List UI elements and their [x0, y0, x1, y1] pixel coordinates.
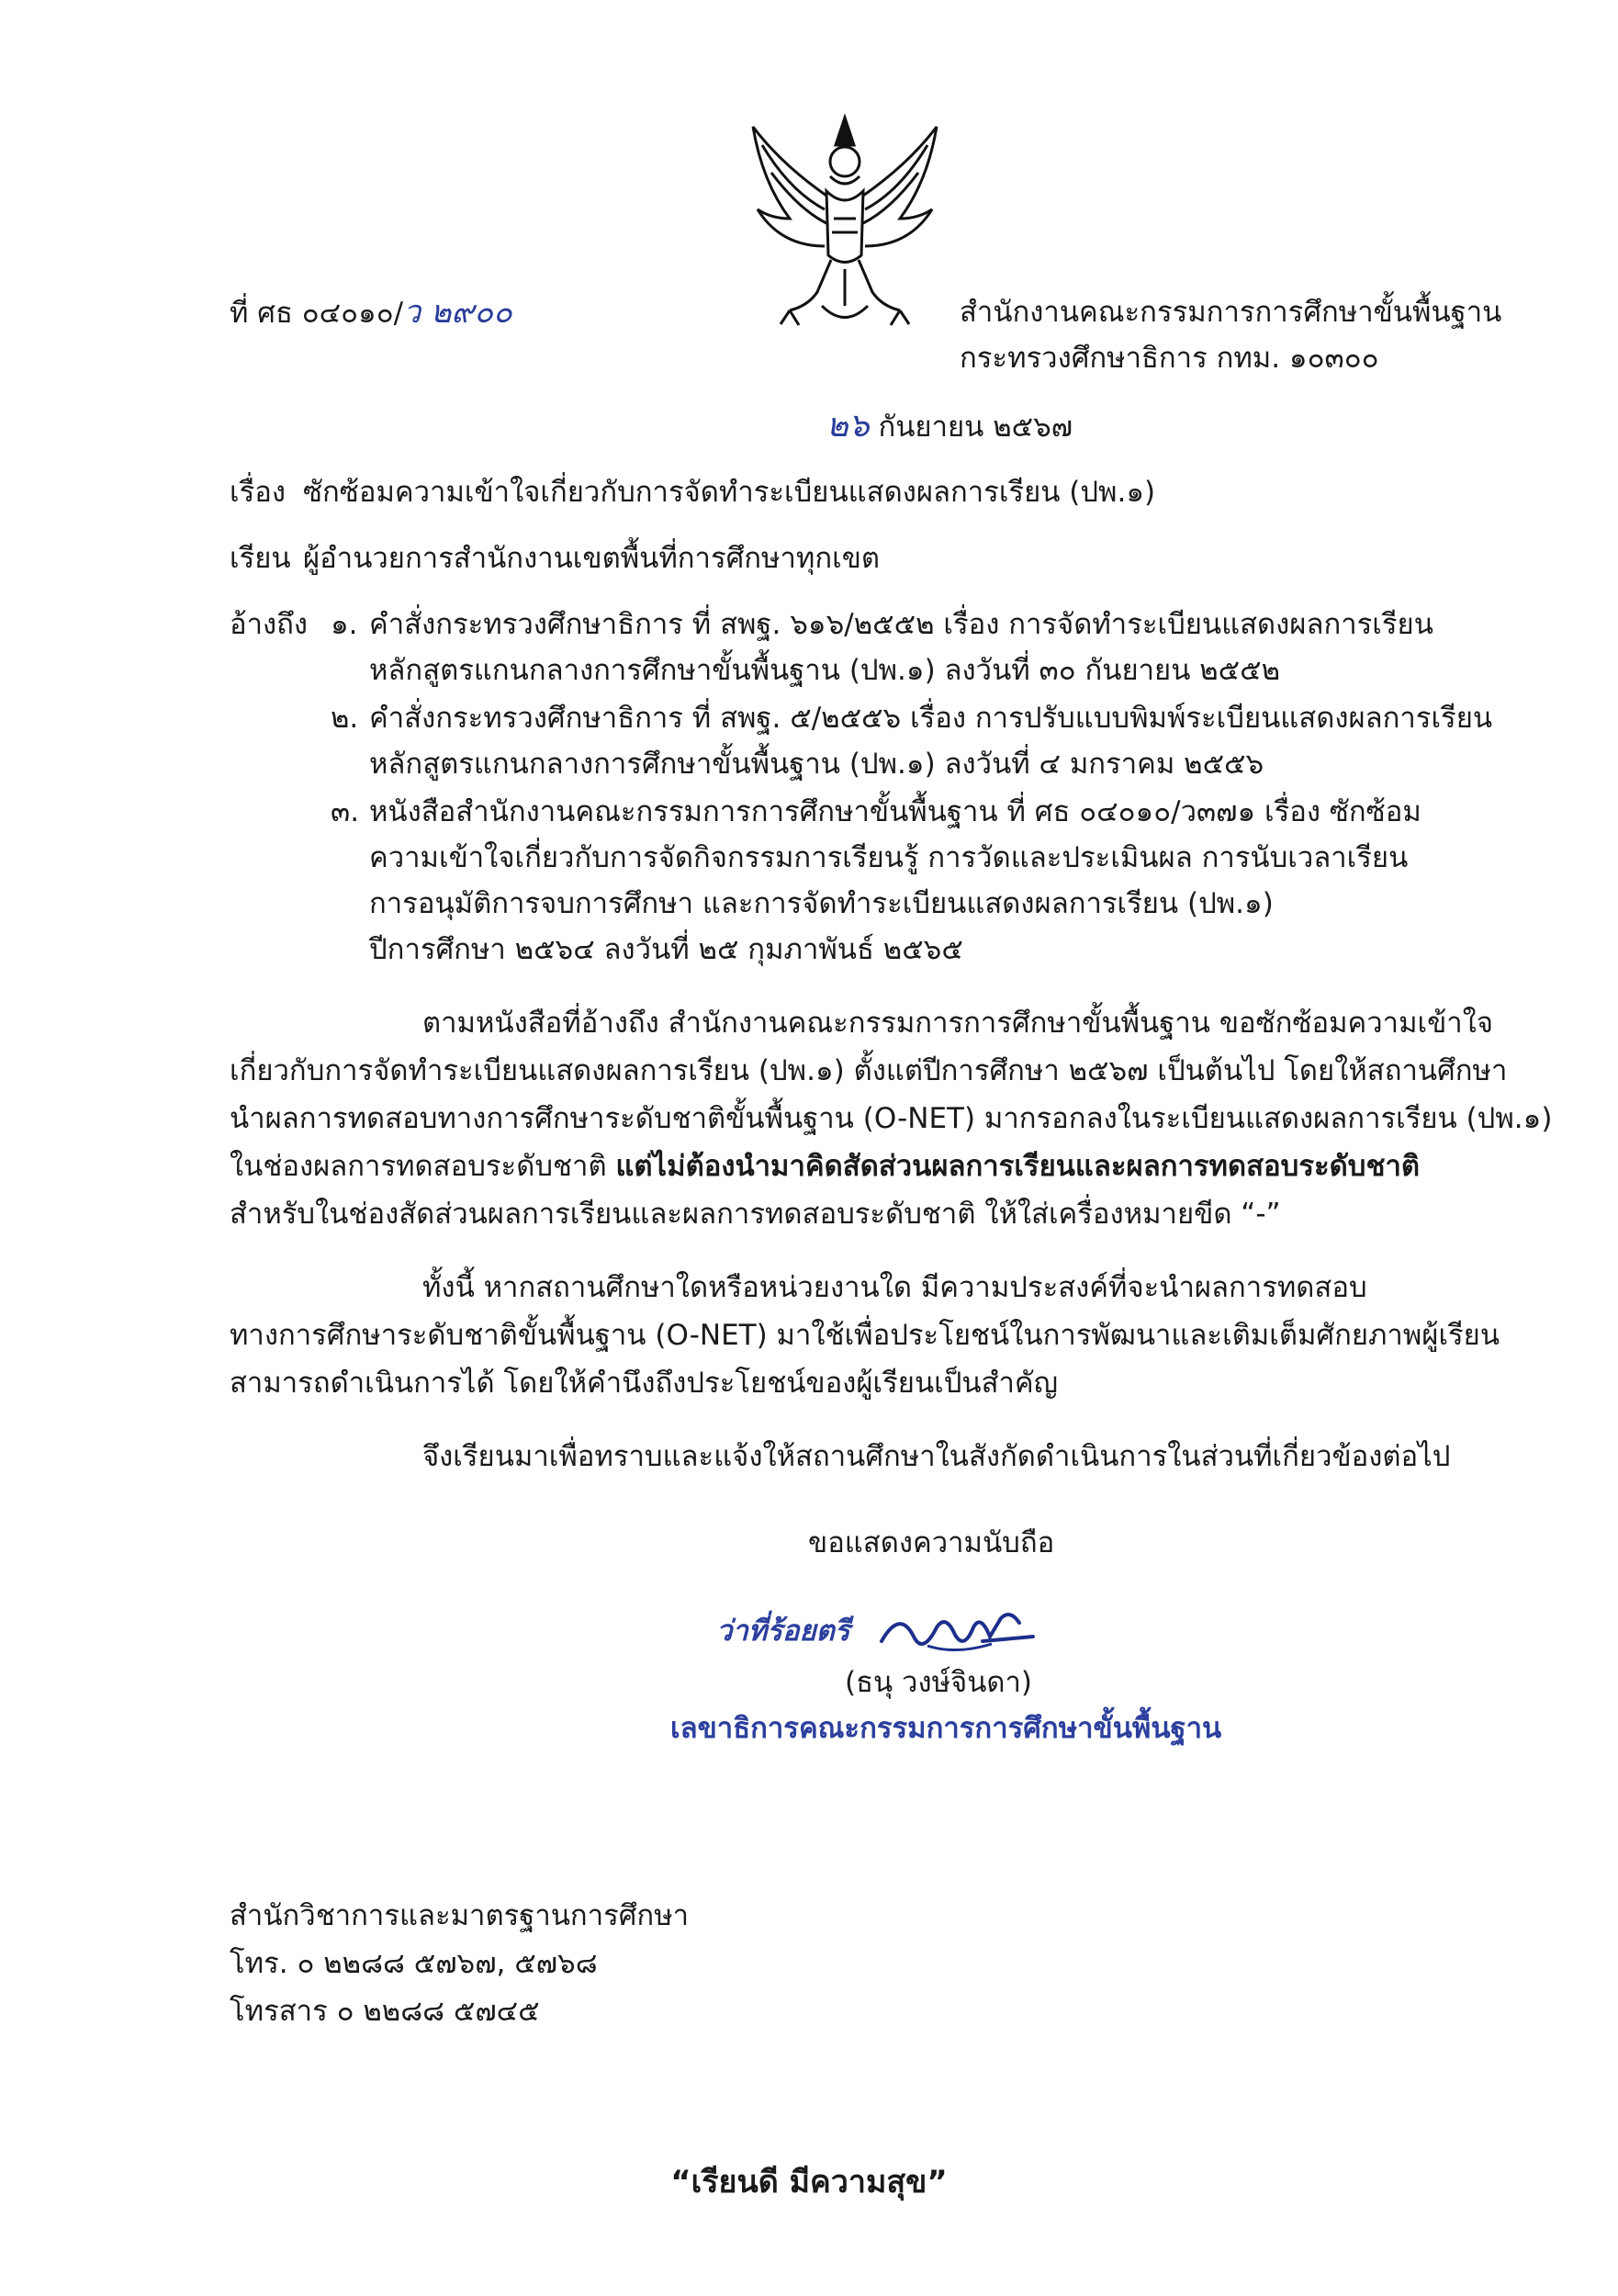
body-line [230, 1148, 1420, 1185]
reference-item-line: หลักสูตรแกนกลางการศึกษาขั้นพื้นฐาน (ปพ.๑) ลงวันที่ ๔ มกราคม ๒๕๕๖ [369, 748, 1264, 781]
body-line: สามารถดำเนินการได้ โดยให้คำนึงถึงประโยชน์ของผู้เรียนเป็นสำคัญ [230, 1367, 1059, 1400]
office-name: สำนักงานคณะกรรมการการศึกษาขั้นพื้นฐาน [960, 296, 1502, 329]
reference-item-line: ปีการศึกษา ๒๕๖๔ ลงวันที่ ๒๕ กุมภาพันธ์ ๒๕๖๕ [369, 933, 963, 966]
footer-department: สำนักวิชาการและมาตรฐานการศึกษา [230, 1899, 690, 1932]
recipient-label: เรียน [230, 542, 291, 575]
body-line: ทางการศึกษาระดับชาติขั้นพื้นฐาน (O-NET) มาใช้เพื่อประโยชน์ในการพัฒนาและเติมเต็มศักยภาพผู้เรียน [230, 1319, 1500, 1352]
reference-number [230, 294, 512, 332]
reference-item-line: คำสั่งกระทรวงศึกษาธิการ ที่ สพฐ. ๕/๒๕๕๖ เรื่อง การปรับแบบพิมพ์ระเบียนแสดงผลการเรียน [369, 702, 1493, 735]
body-line-normal: ในช่องผลการทดสอบระดับชาติ [230, 1150, 616, 1183]
body-line-emphasis: แต่ไม่ต้องนำมาคิดสัดส่วนผลการเรียนและผลการทดสอบระดับชาติ [615, 1150, 1421, 1183]
reference-item-line: คำสั่งกระทรวงศึกษาธิการ ที่ สพฐ. ๖๑๖/๒๕๕๒ เรื่อง การจัดทำระเบียนแสดงผลการเรียน [369, 608, 1433, 641]
reference-item-number: ๑. [331, 608, 358, 641]
signer-name: (ธนุ วงษ์จินดา) [845, 1666, 1033, 1699]
body-line: สำหรับในช่องสัดส่วนผลการเรียนและผลการทดสอบระดับชาติ ให้ใส่เครื่องหมายขีด “-” [230, 1198, 1281, 1231]
subject-label: เรื่อง [230, 476, 287, 509]
date-month-year: กันยายน ๒๕๖๗ [878, 411, 1073, 444]
reference-item-line: การอนุมัติการจบการศึกษา และการจัดทำระเบียนแสดงผลการเรียน (ปพ.๑) [369, 887, 1274, 920]
signature-icon [872, 1600, 1047, 1664]
body-line: ทั้งนี้ หากสถานศึกษาใดหรือหน่วยงานใด มีความประสงค์ที่จะนำผลการทดสอบ [422, 1271, 1367, 1304]
letter-date [826, 408, 1073, 445]
signer-position: เลขาธิการคณะกรรมการการศึกษาขั้นพื้นฐาน [670, 1712, 1222, 1745]
reference-prefix: ที่ ศธ ๐๔๐๑๐/ [230, 297, 404, 330]
salutation: ขอแสดงความนับถือ [808, 1526, 1055, 1559]
subject-text: ซักซ้อมความเข้าใจเกี่ยวกับการจัดทำระเบียนแสดงผลการเรียน (ปพ.๑) [303, 476, 1156, 509]
recipient-text: ผู้อำนวยการสำนักงานเขตพื้นที่การศึกษาทุกเขต [303, 542, 881, 575]
body-line: นำผลการทดสอบทางการศึกษาระดับชาติขั้นพื้นฐาน (O-NET) มากรอกลงในระเบียนแสดงผลการเรียน (ปพ.๑) [230, 1102, 1553, 1135]
body-closing-line: จึงเรียนมาเพื่อทราบและแจ้งให้สถานศึกษาในสังกัดดำเนินการในส่วนที่เกี่ยวข้องต่อไป [422, 1440, 1451, 1473]
reference-item-line: หนังสือสำนักงานคณะกรรมการการศึกษาขั้นพื้นฐาน ที่ ศธ ๐๔๐๑๐/ว๓๗๑ เรื่อง ซักซ้อม [369, 795, 1421, 828]
reference-item-number: ๒. [331, 702, 359, 735]
body-line: ตามหนังสือที่อ้างถึง สำนักงานคณะกรรมการการศึกษาขั้นพื้นฐาน ขอซักซ้อมความเข้าใจ [422, 1007, 1494, 1040]
reference-handwritten-number: ว ๒๙๐๐ [403, 294, 512, 331]
date-day-handwritten: ๒๖ [826, 407, 870, 445]
office-address: กระทรวงศึกษาธิการ กทม. ๑๐๓๐๐ [960, 342, 1379, 375]
body-line: เกี่ยวกับการจัดทำระเบียนแสดงผลการเรียน (ปพ.๑) ตั้งแต่ปีการศึกษา ๒๕๖๗ เป็นต้นไป โดยให้สถานศึกษา [230, 1054, 1508, 1087]
reference-item-line: ความเข้าใจเกี่ยวกับการจัดกิจกรรมการเรียนรู้ การวัดและประเมินผล การนับเวลาเรียน [369, 841, 1409, 874]
slogan: “เรียนดี มีความสุข” [670, 2164, 948, 2200]
reference-item-line: หลักสูตรแกนกลางการศึกษาขั้นพื้นฐาน (ปพ.๑) ลงวันที่ ๓๐ กันยายน ๒๕๕๒ [369, 654, 1281, 687]
reference-item-number: ๓. [331, 795, 360, 828]
footer-phone: โทร. ๐ ๒๒๘๘ ๕๗๖๗, ๕๗๖๘ [230, 1947, 598, 1980]
references-label: อ้างถึง [230, 608, 309, 641]
footer-fax: โทรสาร ๐ ๒๒๘๘ ๕๗๔๕ [230, 1995, 540, 2028]
signer-rank: ว่าที่ร้อยตรี [716, 1615, 850, 1648]
garuda-emblem-icon [735, 108, 955, 338]
